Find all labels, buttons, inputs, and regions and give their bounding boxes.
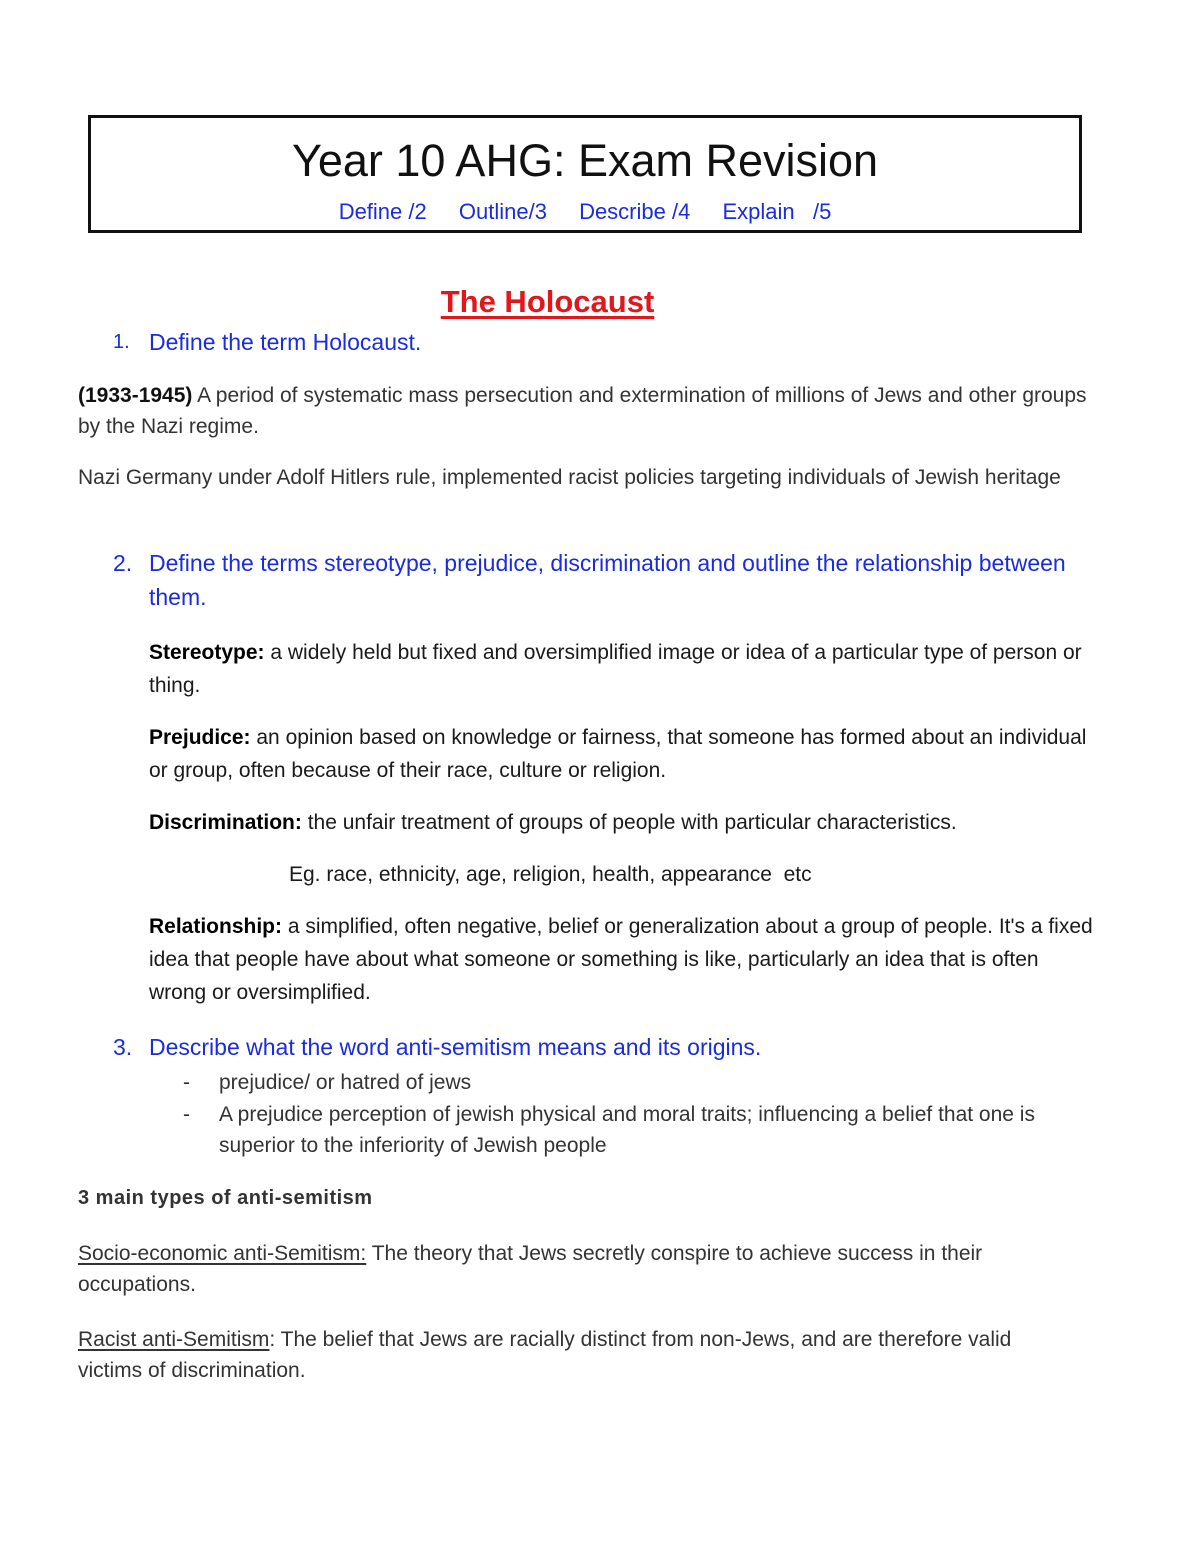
- list-item-text: prejudice/ or hatred of jews: [219, 1071, 472, 1094]
- stereotype-definition: [149, 636, 1099, 702]
- socio-economic-definition: [78, 1238, 1098, 1300]
- question-3-text: Describe what the word anti-semitism means and its origins.: [149, 1034, 762, 1060]
- marks-define: Define /2: [338, 199, 427, 224]
- relationship-text: a simplified, often negative, belief or generalization about a group of people. It's a fixed idea that people have about what someone or something is like, particularly an idea that is often wrong or oversimplified.: [149, 915, 1093, 1004]
- bullet-dash: -: [183, 1103, 190, 1126]
- stereotype-text: a widely held but fixed and oversimplified image or idea of a particular type of person or thing.: [149, 641, 1082, 697]
- section-title: The Holocaust: [440, 284, 655, 319]
- racist-text: : The belief that Jews are racially distinct from non-Jews, and are therefore valid victims of discrimination.: [78, 1328, 1012, 1382]
- question-3-number: 3.: [113, 1034, 133, 1060]
- bullet-dash: -: [183, 1071, 190, 1094]
- discrimination-label: Discrimination:: [149, 811, 302, 834]
- marks-explain: Explain /5: [722, 199, 832, 224]
- stereotype-label: Stereotype:: [149, 641, 265, 664]
- racist-label: Racist anti-Semitism: [78, 1328, 270, 1351]
- socio-economic-label: Socio-economic anti-Semitism:: [78, 1242, 367, 1265]
- discrimination-definition: [149, 806, 1099, 839]
- answer-1-paragraph-2: Nazi Germany under Adolf Hitlers rule, implemented racist policies targeting individuals of Jewish heritage: [78, 466, 1061, 489]
- question-2-number: 2.: [113, 550, 133, 576]
- document-title: Year 10 AHG: Exam Revision: [291, 135, 879, 186]
- answer-1-text: A period of systematic mass persecution and extermination of millions of Jews and other groups by the Nazi regime.: [78, 384, 1087, 438]
- list-item: [183, 1099, 1083, 1161]
- relationship-label: Relationship:: [149, 915, 283, 938]
- answer-1-paragraph: [78, 380, 1108, 442]
- question-1-number: 1.: [113, 331, 130, 353]
- question-3: [0, 1030, 1200, 1064]
- marks-scheme: [91, 201, 1079, 223]
- marks-describe: Describe /4: [579, 199, 691, 224]
- question-1: [0, 325, 1200, 359]
- types-heading: 3 main types of anti-semitism: [78, 1187, 373, 1209]
- question-1-text: Define the term Holocaust.: [149, 329, 422, 355]
- relationship-definition: [149, 910, 1094, 1009]
- answer-1-dates: (1933-1945): [78, 384, 193, 407]
- racist-definition: [78, 1324, 1028, 1386]
- list-item: [183, 1067, 1083, 1098]
- prejudice-definition: [149, 721, 1099, 787]
- discrimination-text: the unfair treatment of groups of people with particular characteristics.: [301, 811, 957, 834]
- marks-outline: Outline/3: [458, 199, 547, 224]
- list-item-text: A prejudice perception of jewish physical and moral traits; influencing a belief that one is superior to the inferiority of Jewish people: [219, 1103, 1035, 1157]
- prejudice-text: an opinion based on knowledge or fairness, that someone has formed about an individual or group, often because of their race, culture or religion.: [149, 726, 1087, 782]
- header-box: [88, 115, 1082, 233]
- question-2-text: Define the terms stereotype, prejudice, discrimination and outline the relationship between them.: [149, 550, 1066, 610]
- socio-economic-text: The theory that Jews secretly conspire to achieve success in their occupations.: [78, 1242, 983, 1296]
- prejudice-label: Prejudice:: [149, 726, 251, 749]
- question-2: [0, 546, 1200, 614]
- discrimination-example: Eg. race, ethnicity, age, religion, health, appearance etc: [289, 863, 812, 886]
